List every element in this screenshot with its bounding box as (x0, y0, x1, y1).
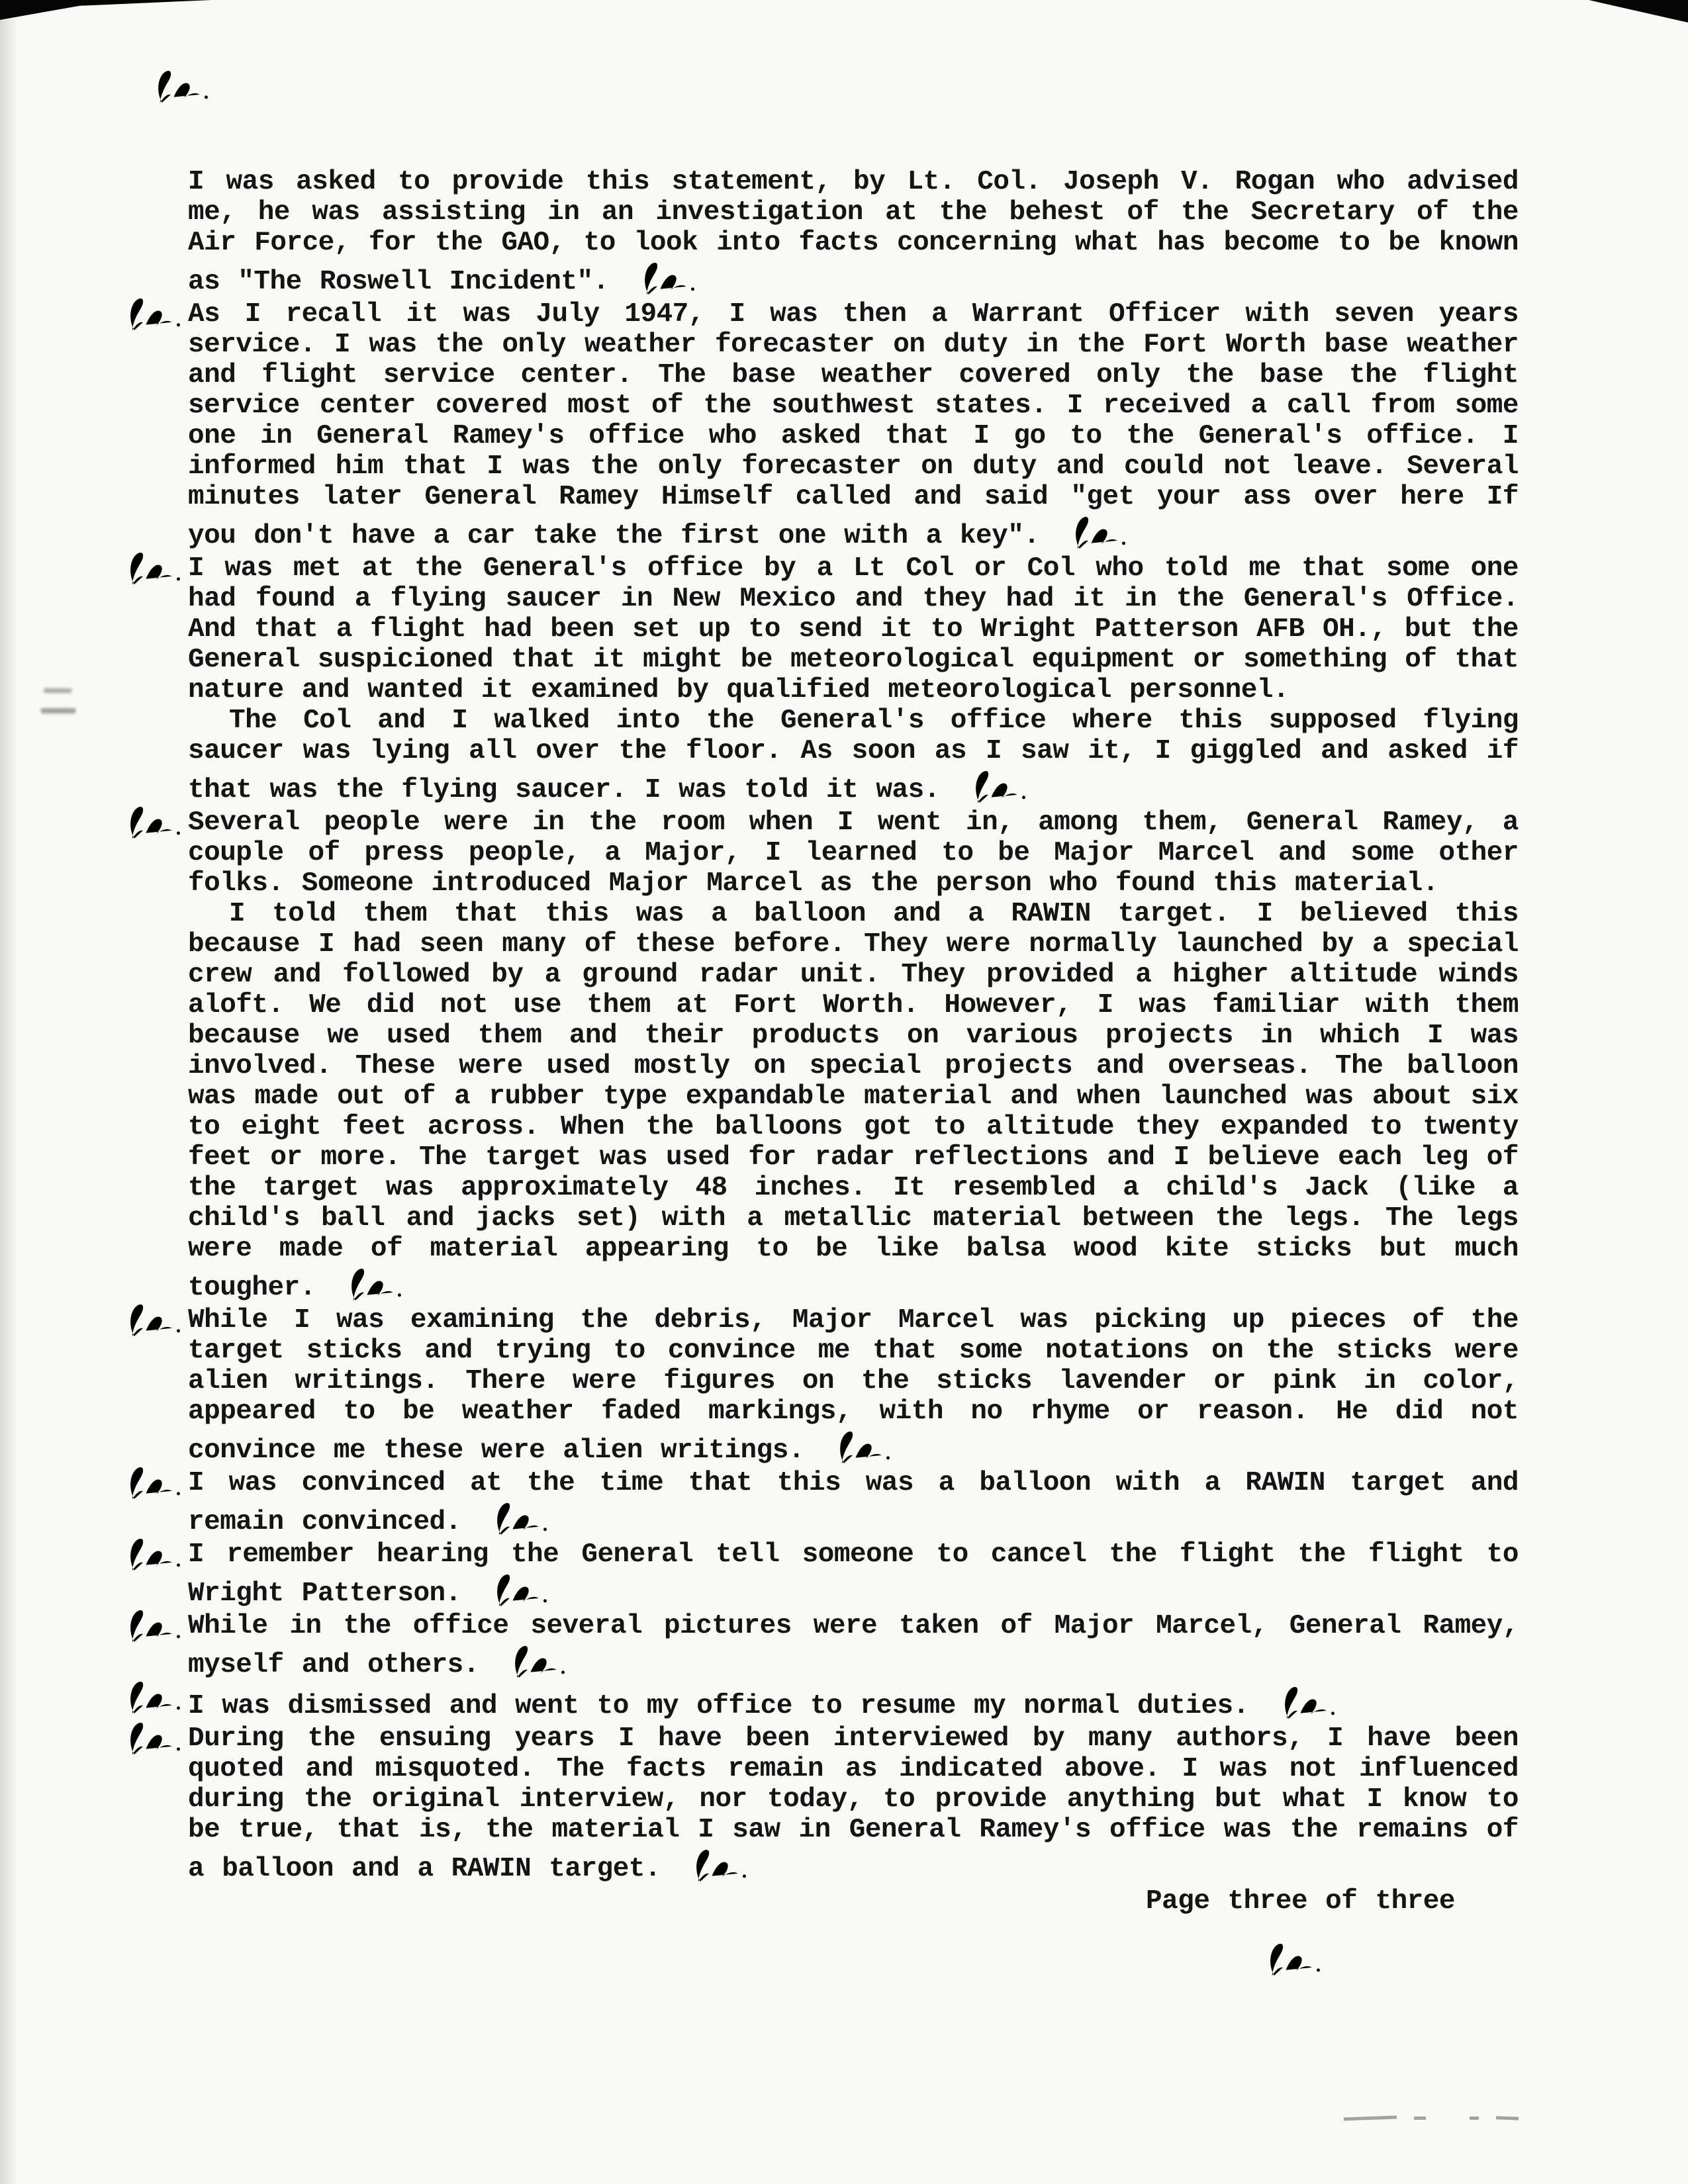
paragraph-4-text: The Col and I walked into the General's office where this supposed flying saucer was lying all over the floor. As soon as I saw it, I giggled and asked if that was the flying saucer. I was told it was. (188, 705, 1519, 805)
handwritten-initials-icon (487, 1567, 549, 1614)
handwritten-initials-icon (121, 1297, 183, 1344)
paragraph-8 (188, 1468, 1519, 1539)
scan-artifact-top-right (1589, 0, 1688, 23)
handwritten-initials-icon (121, 1459, 183, 1507)
paragraph-9-text: I remember hearing the General tell someone to cancel the flight the flight to Wright Patterson. (188, 1539, 1519, 1609)
paragraph-5-text: Several people were in the room when I went in, among them, General Ramey, a couple of press people, a Major, I learned to be Major Marcel and some other folks. Someone introduced Major Marcel as the person who found this material. (188, 807, 1519, 899)
paragraph-2-text: As I recall it was July 1947, I was then a Warrant Officer with seven years service. I was the only weather forecaster on duty in the Fort Worth base weather and flight service center. The base weather covered only the base the flight service center covered most of the southwest states. I received a call from some one in General Ramey's office who asked that I go to the General's office. I informed him that I was the only forecaster on duty and could not leave. Several minutes later General Ramey Himself called and said "get your ass over here If you don't have a car take the first one with a key". (188, 299, 1519, 551)
handwritten-initials-icon (121, 291, 183, 338)
handwritten-initials-icon (1275, 1679, 1336, 1727)
paragraph-7-text: While I was examining the debris, Major Marcel was picking up pieces of the target sticks and trying to convince me that some notations on the sticks were alien writings. There were figures on the sticks lavender or pink in color, appeared to be weather faded markings, with no rhyme or reason. He did not convince me these were alien writings. (188, 1305, 1519, 1466)
paragraph-6-text: I told them that this was a balloon and a RAWIN target. I believed this because I had seen many of these before. They were normally launched by a special crew and followed by a ground radar unit. They provided a higher altitude winds aloft. We did not use them at Fort Worth. However, I was familiar with them because we used them and their products on various projects in which I was involved. These were used mostly on special projects and overseas. The balloon was made out of a rubber type expandable material and when launched was about six to eight feet across. When the balloons got to altitude they expanded to twenty feet or more. The target was used for radar reflections and I believe each leg of the target was approximately 48 inches. It resembled a child's Jack (like a child's ball and jacks set) with a metallic material between the legs. The legs were made of material appearing to be like balsa wood kite sticks but much tougher. (188, 899, 1519, 1303)
handwritten-initials-icon (635, 255, 696, 302)
handwritten-initials-icon (1261, 1936, 1323, 1983)
paragraph-3 (188, 553, 1519, 705)
handwritten-initials-icon (121, 545, 183, 592)
handwritten-initials-icon (1066, 509, 1127, 557)
paragraph-2 (188, 299, 1519, 553)
page-number-text: Page three of three (1146, 1886, 1455, 1917)
handwritten-initials-icon (121, 1531, 183, 1578)
handwritten-initials-icon (831, 1424, 892, 1471)
handwritten-initials-icon (121, 799, 183, 846)
handwritten-initials-icon (506, 1638, 567, 1686)
pen-marks-bottom-right (1344, 2116, 1519, 2120)
paragraph-6 (188, 899, 1519, 1305)
scan-smudge-left-margin (41, 687, 87, 727)
final-initials-block (188, 1939, 1519, 1989)
paragraph-1-text: I was asked to provide this statement, by Lt. Col. Joseph V. Rogan who advised me, he was assisting in an investigation at the behest of the Secretary of the Air Force, for the GAO, to look into facts concerning what has become to be known as "The Roswell Incident". (188, 167, 1519, 297)
paragraph-10 (188, 1611, 1519, 1682)
paragraph-1 (188, 167, 1519, 299)
paragraph-5 (188, 807, 1519, 899)
paragraph-10-text: While in the office several pictures were taken of Major Marcel, General Ramey, myself and others. (188, 1611, 1519, 1680)
handwritten-initials-icon (342, 1261, 403, 1308)
handwritten-initials-icon (121, 1715, 183, 1762)
document-body (188, 167, 1519, 1989)
handwritten-initials-icon (121, 1602, 183, 1650)
handwritten-initials-icon (487, 1495, 549, 1543)
page-number (188, 1886, 1519, 1917)
paragraph-8-text: I was convinced at the time that this was a balloon with a RAWIN target and remain convinced. (188, 1468, 1519, 1537)
paragraph-3-text: I was met at the General's office by a Lt Col or Col who told me that some one had found a flying saucer in New Mexico and they had it in the General's Office. And that a flight had been set up to send it to Wright Patterson AFB OH., but the General suspicioned that it might be meteorological equipment or something of that nature and wanted it examined by qualified meteorological personnel. (188, 553, 1519, 705)
paragraph-11 (188, 1682, 1519, 1723)
paragraph-12-text: During the ensuing years I have been interviewed by many authors, I have been quoted and misquoted. The facts remain as indicated above. I was not influenced during the original interview, nor today, to provide anything but what I know to be true, that is, the material I saw in General Ramey's office was the remains of a balloon and a RAWIN target. (188, 1723, 1519, 1884)
paragraph-9 (188, 1539, 1519, 1611)
handwritten-initials-icon (687, 1842, 749, 1889)
handwritten-initials-icon (966, 763, 1027, 811)
paragraph-7 (188, 1305, 1519, 1468)
handwritten-initials-icon (121, 1674, 183, 1721)
handwritten-initials-icon (149, 63, 211, 111)
scan-artifact-top-left-thin (0, 0, 212, 9)
paragraph-11-text: I was dismissed and went to my office to resume my normal duties. (188, 1691, 1249, 1721)
paragraph-4 (188, 705, 1519, 807)
paragraph-12 (188, 1723, 1519, 1886)
